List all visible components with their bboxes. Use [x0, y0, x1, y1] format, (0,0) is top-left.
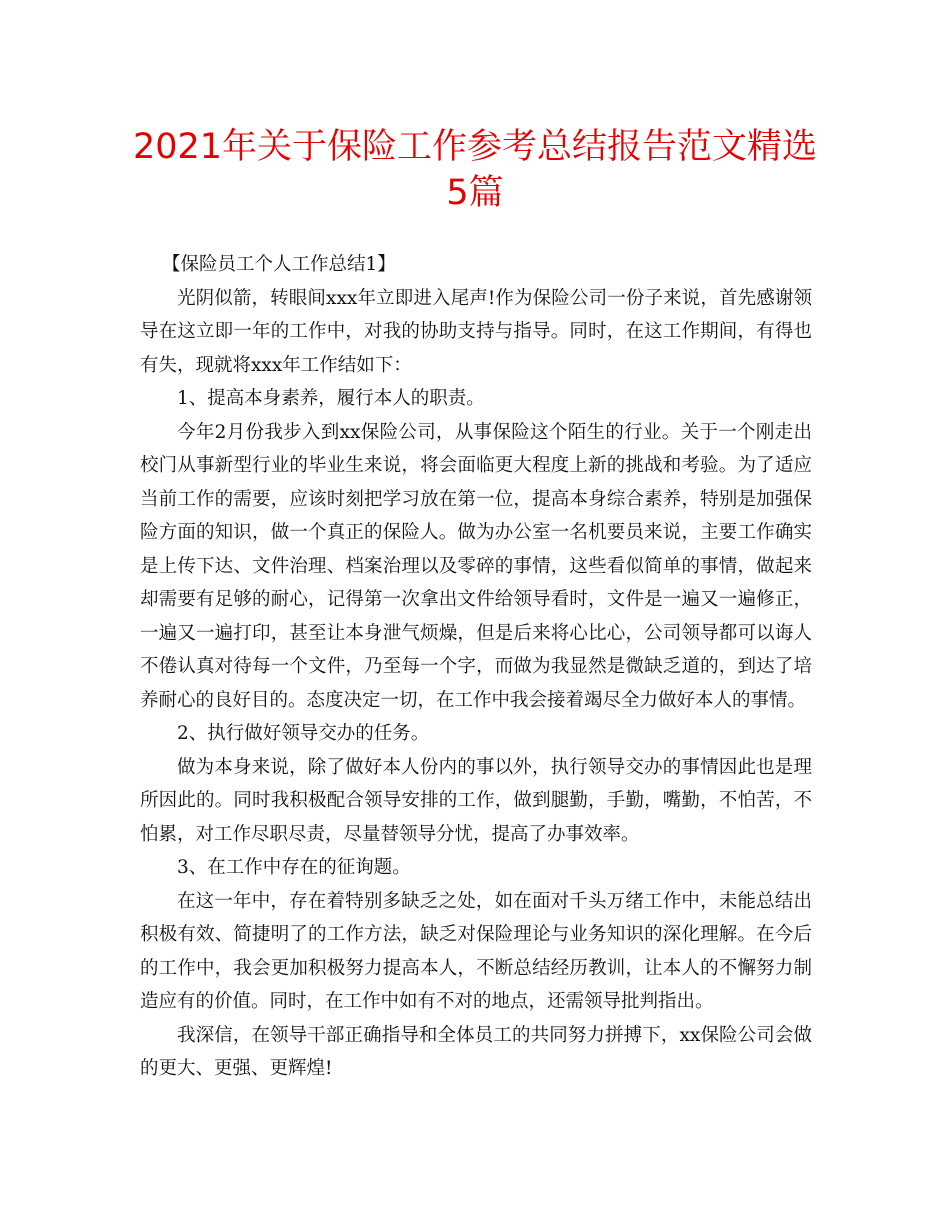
document-title: 2021年关于保险工作参考总结报告范文精选5篇	[132, 127, 818, 213]
paragraph-closing: 我深信，在领导干部正确指导和全体员工的共同努力拼搏下，xx保险公司会做的更大、更强、更辉煌!	[140, 1024, 812, 1079]
paragraph-1: 今年2月份我步入到xx保险公司，从事保险这个陌生的行业。关于一个刚走出校门从事新型行业的毕业生来说，将会面临更大程度上新的挑战和考验。为了适应当前工作的需要，应该时刻把学习放在第一位，提高本身综合素养，特别是加强保险方面的知识，做一个真正的保险人。做为办公室一名机要员来说，主要工作确实是上传下达、文件治理、档案治理以及零碎的事情，这些看似简单的事情，做起来却需要有足够的耐心，记得第一次拿出文件给领导看时，文件是一遍又一遍修正，一遍又一遍打印，甚至让本身泄气烦燥，但是后来将心比心，公司领导都可以诲人不倦认真对待每一个文件，乃至每一个字，而做为我显然是微缺乏道的，到达了培养耐心的良好目的。态度决定一切，在工作中我会接着竭尽全力做好本人的事情。	[140, 421, 812, 711]
paragraph-3: 在这一年中，存在着特别多缺乏之处，如在面对千头万绪工作中，未能总结出积极有效、简捷明了的工作方法，缺乏对保险理论与业务知识的深化理解。在今后的工作中，我会更加积极努力提高本人，不断总结经历教训，让本人的不懈努力制造应有的价值。同时，在工作中如有不对的地点，还需领导批判指出。	[140, 890, 812, 1012]
subheading-3: 3、在工作中存在的征询题。	[177, 857, 411, 878]
paragraph-intro: 光阴似箭，转眼间xxx年立即进入尾声!作为保险公司一份子来说，首先感谢领导在这立即一年的工作中，对我的协助支持与指导。同时，在这工作期间，有得也有失，现就将xxx年工作结如下：	[140, 287, 812, 376]
document-body	[140, 248, 812, 1086]
section-heading: 【保险员工个人工作总结1】	[162, 254, 396, 275]
subheading-1: 1、提高本身素养，履行本人的职责。	[177, 388, 485, 409]
subheading-2: 2、执行做好领导交办的任务。	[177, 723, 430, 744]
paragraph-2: 做为本身来说，除了做好本人份内的事以外，执行领导交办的事情因此也是理所因此的。同时我积极配合领导安排的工作，做到腿勤，手勤，嘴勤，不怕苦，不怕累，对工作尽职尽责，尽量替领导分忧，提高了办事效率。	[140, 756, 812, 845]
